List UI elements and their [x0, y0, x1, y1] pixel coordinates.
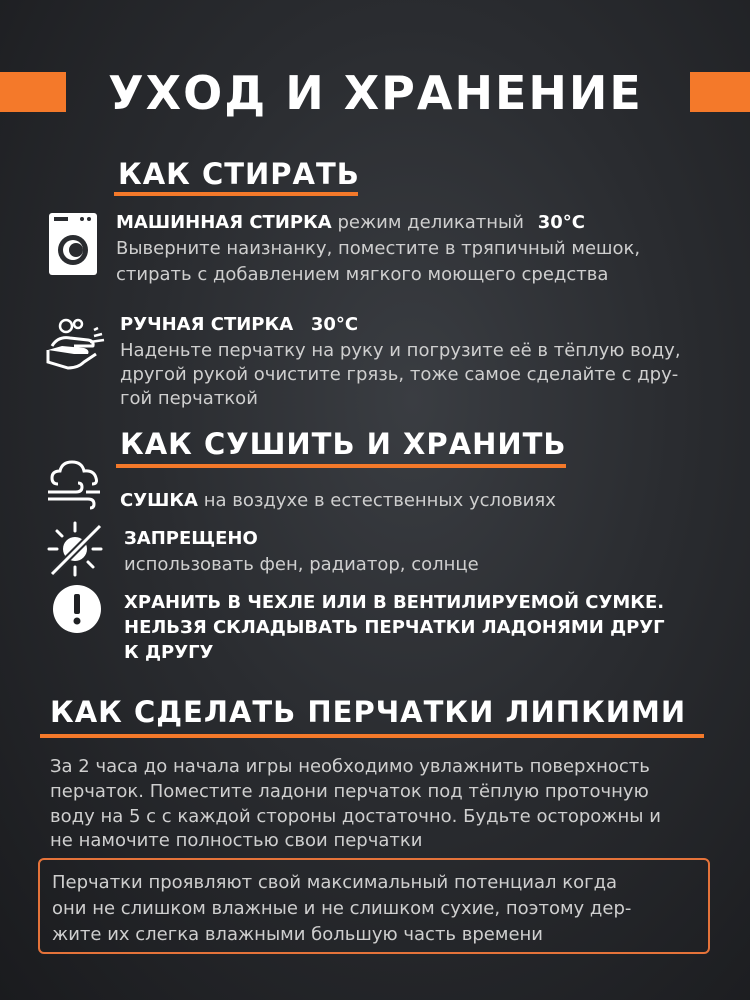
page-title: УХОД И ХРАНЕНИЕ: [108, 66, 643, 120]
forbidden-label: ЗАПРЕЩЕНО: [124, 528, 258, 549]
machine-wash-row: [116, 210, 585, 236]
hand-wash-icon: [44, 316, 108, 372]
machine-wash-desc-2: стирать с добавлением мягкого моющего средства: [116, 264, 609, 285]
sticky-desc-2: перчаток. Поместите ладони перчаток под тёплую проточную: [50, 781, 649, 802]
title-accent-right: [690, 72, 750, 112]
exclamation-icon: [52, 584, 102, 634]
storage-line-2: НЕЛЬЗЯ СКЛАДЫВАТЬ ПЕРЧАТКИ ЛАДОНЯМИ ДРУГ: [124, 617, 665, 638]
hand-wash-desc-2: другой рукой очистите грязь, тоже самое сделайте с дру-: [120, 364, 679, 385]
title-row: [0, 62, 750, 124]
tip-line-2: они не слишком влажные и не слишком сухие, поэтому дер-: [52, 898, 632, 919]
tip-line-1: Перчатки проявляют свой максимальный потенциал когда: [52, 872, 618, 893]
wash-heading-underline: [114, 192, 358, 196]
sticky-heading-underline: [40, 734, 704, 738]
wash-heading: КАК СТИРАТЬ: [118, 157, 360, 191]
air-dry-text: на воздухе в естественных условиях: [203, 490, 556, 511]
hand-wash-desc-1: Наденьте перчатку на руку и погрузите её в тёплую воду,: [120, 340, 681, 361]
title-accent-left: [0, 72, 66, 112]
dry-heading: КАК СУШИТЬ И ХРАНИТЬ: [120, 427, 567, 461]
air-dry-icon: [46, 458, 106, 510]
dry-heading-underline: [116, 464, 566, 468]
sticky-desc-3: воду на 5 с с каждой стороны достаточно. Будьте осторожны и: [50, 806, 661, 827]
air-dry-row: [120, 488, 556, 514]
storage-line-3: К ДРУГУ: [124, 642, 214, 663]
forbidden-text: использовать фен, радиатор, солнце: [124, 554, 479, 575]
hand-wash-label: РУЧНАЯ СТИРКА: [120, 314, 294, 335]
storage-line-1: ХРАНИТЬ В ЧЕХЛЕ ИЛИ В ВЕНТИЛИРУЕМОЙ СУМКЕ.: [124, 592, 665, 613]
machine-wash-label: МАШИННАЯ СТИРКА: [116, 212, 332, 233]
machine-wash-mode: режим деликатный: [337, 212, 524, 233]
sticky-desc-4: не намочите полностью свои перчатки: [50, 830, 423, 851]
washing-machine-icon: [48, 212, 98, 276]
machine-wash-temp: 30°С: [537, 212, 585, 233]
sticky-desc-1: За 2 часа до начала игры необходимо увлажнить поверхность: [50, 756, 650, 777]
hand-wash-desc-3: гой перчаткой: [120, 388, 258, 409]
no-sun-icon: [46, 520, 104, 578]
air-dry-label: СУШКА: [120, 490, 198, 511]
tip-box: [38, 858, 710, 954]
hand-wash-temp: 30°С: [310, 314, 359, 335]
tip-line-3: жите их слегка влажными большую часть времени: [52, 924, 543, 945]
hand-wash-row: [120, 312, 358, 338]
machine-wash-desc-1: Выверните наизнанку, поместите в тряпичный мешок,: [116, 238, 641, 259]
sticky-heading: КАК СДЕЛАТЬ ПЕРЧАТКИ ЛИПКИМИ: [50, 695, 687, 729]
